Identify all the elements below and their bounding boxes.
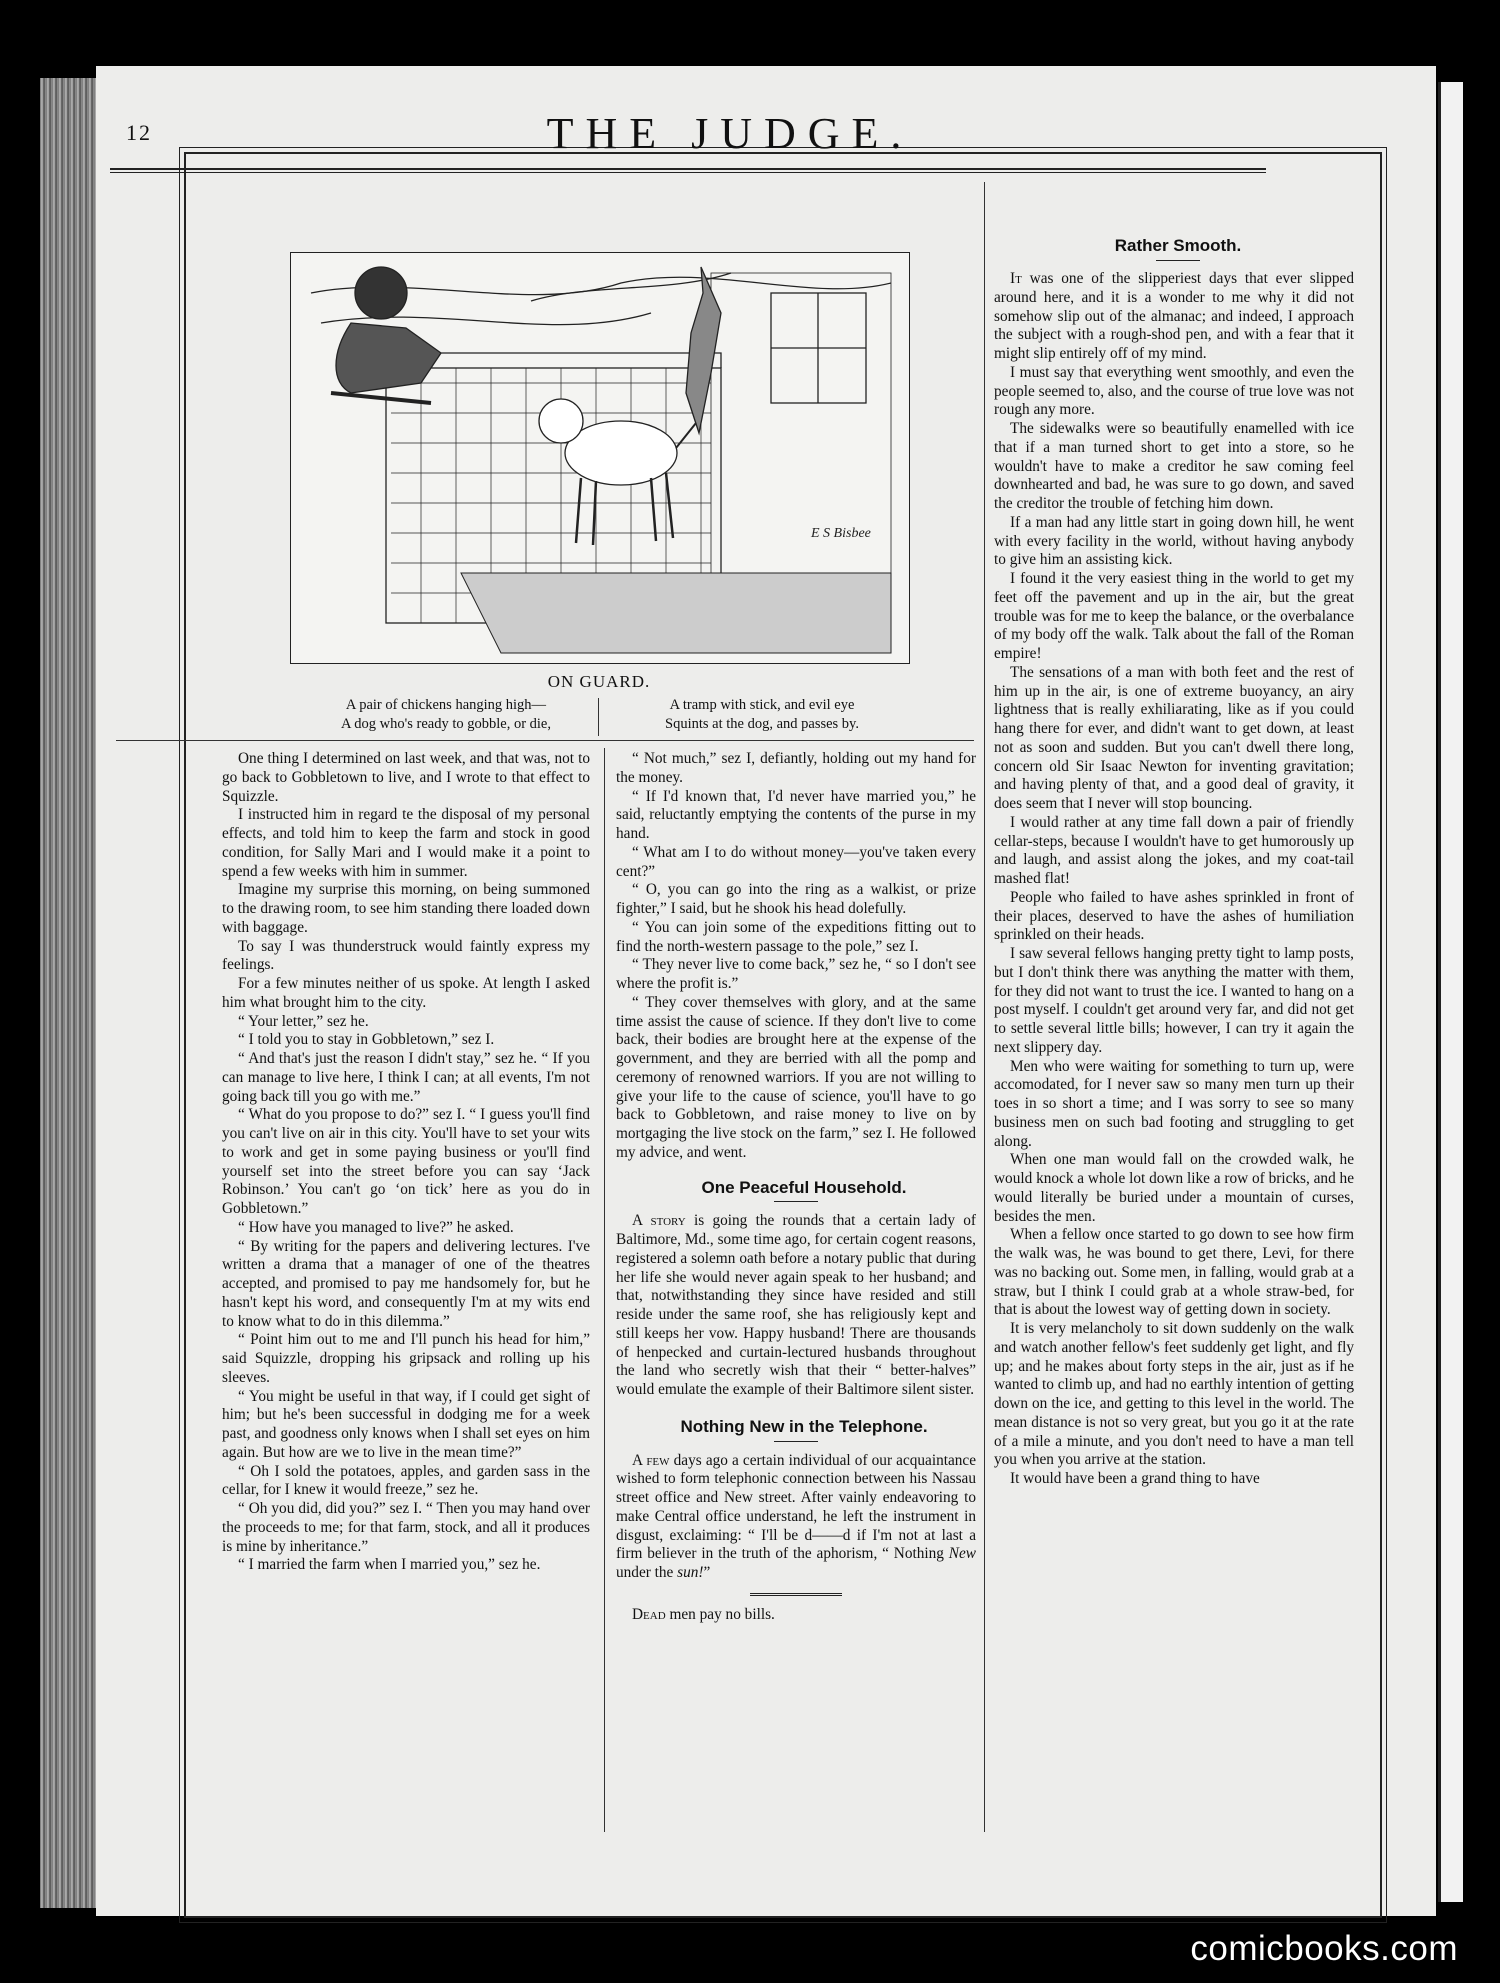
article-text: men pay no bills. (665, 1605, 775, 1623)
story-paragraph: “ How have you managed to live?” he asked. (238, 1218, 514, 1236)
column-divider (604, 748, 605, 1832)
filler-paragraph (616, 1606, 976, 1625)
cartoon-title: ON GUARD. (547, 672, 651, 691)
cartoon-drawing (291, 253, 909, 663)
article-headline-smooth: Rather Smooth. (1114, 236, 1242, 255)
lead-in: A story (632, 1212, 686, 1230)
article-text: under the (616, 1564, 678, 1581)
verse-line: A dog who's ready to gobble, or die, (340, 716, 551, 732)
article-paragraph: The sidewalks were so beautifully enamelled with ice that if a man turned short to get into a store, so he wouldn't have to make a creditor he saw coming feel downhearted and bad, he was sure to go down, and saved the creditor the trouble of fetching him down. (994, 420, 1354, 512)
article-paragraph: I must say that everything went smoothly, and even the people seemed to, also, and the course of true love was not rough any more. (994, 363, 1354, 419)
artist-signature: E S Bisbee (811, 526, 871, 541)
verse-line: A tramp with stick, and evil eye (669, 697, 855, 713)
story-paragraph: “ By writing for the papers and delivering lectures. I've written a drama that a manager of one of the theatres accepted, and promised to pay me handsomely for, but he hasn't kept his word, and consequently I'm at my wits end to know what to do in this dilemma.” (222, 1237, 590, 1330)
dog-head (539, 399, 583, 443)
cartoon-verse-right (612, 696, 912, 734)
section-rule (116, 740, 974, 741)
story-paragraph: “ What am I to do without money—you've taken every cent?” (616, 843, 976, 880)
story-paragraph: To say I was thunderstruck would faintly express my feelings. (222, 937, 590, 974)
story-paragraph: For a few minutes neither of us spoke. At length I asked him what brought him to the city. (222, 975, 590, 1011)
story-column-middle (616, 750, 976, 1625)
double-rule (750, 1593, 842, 1598)
verse-line: A pair of chickens hanging high— (345, 697, 547, 713)
headline-rule (774, 1441, 818, 1442)
article-paragraph: People who failed to have ashes sprinkled in front of their places, deserved to have the ashes of humiliation sprinkled on their heads. (994, 888, 1354, 944)
article-text: days ago a certain individual of our acquaintance wished to form telephonic connection between his Nassau street office and New street. After vainly endeavoring to make Central office understand, he left the instrument in disgust, exclaiming: “ I'll be d——d if I'm not at last a firm believer in the truth of the aphorism, “ Nothing (616, 1451, 976, 1563)
story-paragraph: “ Not much,” sez I, defiantly, holding out my hand for the money. (616, 750, 976, 786)
lead-in: A few (632, 1451, 670, 1469)
article-text: was one of the slipperiest days that ever slipped around here, and it is a wonder to me why it did not somehow slip out of the almanac; and indeed, I approach the subject with a rough-shod pen, and with a fear that it might slip entirely off of my mind. (994, 270, 1354, 362)
article-paragraph: It would have been a grand thing to have (1010, 1470, 1260, 1487)
story-column-right (994, 270, 1354, 1489)
italic-word: sun! (677, 1564, 704, 1581)
article-paragraph (616, 1212, 976, 1400)
window-frame (771, 293, 866, 403)
dog-body (565, 421, 677, 485)
headline-rule (774, 1201, 818, 1202)
story-paragraph: I instructed him in regard te the disposal of my personal effects, and told him to keep the farm and stock in good condition, for Sally Mari and I would make it a point to spend a few weeks with him in summer. (222, 806, 590, 880)
column-divider (984, 182, 985, 1832)
story-column-left (222, 750, 590, 1575)
page-number: 12 (126, 120, 152, 145)
article-paragraph: When a fellow once started to go down to see how firm the walk was, he was bound to get there, Levi, for there was no backing out. Some men, in falling, would grab at a straw, but I think I could grab at a whole straw-bed, for that is about the lowest way of getting down in society. (994, 1226, 1354, 1319)
watermark: comicbooks.com (1190, 1929, 1458, 1968)
lead-in: It (1010, 270, 1022, 287)
story-paragraph: “ Oh I sold the potatoes, apples, and garden sass in the cellar, for I knew it would freeze,” sez he. (222, 1462, 590, 1499)
story-paragraph: “ O, you can go into the ring as a walkist, or prize fighter,” I said, but he shook his head dolefully. (616, 881, 976, 917)
article-paragraph: The sensations of a man with both feet and the rest of him up in the air, is one of extreme buoyancy, an airy lightness that is really exhiliarating, like as if you could hang there for ever, and didn't want to get down, at least not as soon and sudden. But you can't dwell there long, concern old Sir Isaac Newton for inventing gravitation; and having plenty of that, and a good deal of gravity, it does seem that I never will stop bouncing. (994, 663, 1354, 812)
article-paragraph: I saw several fellows hanging pretty tight to lamp posts, but I don't think there was anything the matter with them, for they did not want to trust the ice. I wanted to hang on a post myself. I couldn't get around very far, and did not get to settle several little bills; however, I can try it again the next slippery day. (994, 945, 1354, 1056)
article-headline-telephone: Nothing New in the Telephone. (680, 1416, 928, 1436)
article-paragraph: When one man would fall on the crowded walk, he would knock a whole lot down like a row of bricks, and he would literally be buried under a mountain of curses, besides the men. (994, 1151, 1354, 1225)
house-wall (711, 273, 891, 603)
story-paragraph: “ If I'd known that, I'd never have married you,” he said, reluctantly emptying the contents of the purse in my hand. (616, 787, 976, 842)
right-column-header (994, 236, 1362, 271)
article-paragraph: It is very melancholy to sit down suddenly on the walk and watch another fellow's feet suddenly get light, and fly up; and he makes about forty steps in the air, just as if he wanted to climb up, and had no earthly intention of getting down on the ice, and getting to this level in the world. The mean distance is not so very great, but you go it at the rate of a mile a minute, and you don't need to have a man tell you when you arrive at the station. (994, 1320, 1354, 1469)
cartoon-verse-left (296, 696, 596, 734)
story-paragraph: “ You can join some of the expeditions fitting out to find the north-western passage to the pole,” sez I. (616, 918, 976, 955)
hanging-chickens (686, 267, 721, 433)
dog-tail (676, 423, 696, 448)
story-paragraph: “ Oh you did, did you?” sez I. “ Then you may hand over the proceeds to me; for that farm, stock, and all it produces is mine by inheritance.” (222, 1500, 590, 1555)
story-paragraph: “ Your letter,” sez he. (238, 1012, 369, 1030)
masthead-title: THE JUDGE. (546, 109, 914, 158)
story-paragraph: “ Point him out to me and I'll punch his head for him,” said Squizzle, dropping his gripsack and rolling up his sleeves. (222, 1331, 590, 1386)
article-headline-peaceful: One Peaceful Household. (701, 1177, 907, 1197)
story-paragraph: “ And that's just the reason I didn't stay,” sez he. “ If you can manage to live here, I think I can; at all events, I'm not going back till you go with me.” (222, 1050, 590, 1105)
tramp-stick (331, 393, 431, 403)
lead-in: Dead (632, 1605, 666, 1623)
story-paragraph: “ I married the farm when I married you,” sez he. (238, 1556, 541, 1574)
article-paragraph: I would rather at any time fall down a pair of friendly cellar-steps, because I wouldn't have to get humorously up and laugh, and assist along the jokes, and my coat-tail mashed flat! (994, 813, 1354, 887)
tramp-head (355, 267, 407, 319)
article-paragraph: Men who were waiting for something to turn up, were accomodated, for I never saw so many men turn up their toes in so short a time; and I was sorry to see so many business men on such bad footing and struggling to get along. (994, 1057, 1354, 1150)
doorstep (461, 573, 891, 653)
article-text: is going the rounds that a certain lady of Baltimore, Md., some time ago, for certain cogent reasons, registered a solemn oath before a notary public that during her life she would never again speak to her husband; and that, notwithstanding they since have resided and still reside under the same roof, she has religiously kept and still keeps her vow. Happy husband! There are thousands of henpecked and curtain-lectured husbands throughout the land who secretly wish that their “ better-halves” would emulate the example of their Baltimore silent sister. (616, 1212, 976, 1398)
story-paragraph: “ What do you propose to do?” sez I. “ I guess you'll find you can't live on air in this city. You'll have to set your wits to work and get in some paying business or you'll find yourself set into the street before you can say ‘Jack Robinson.’ You can't go ‘on tick’ here as you do in Gobbletown.” (222, 1106, 590, 1217)
article-paragraph (616, 1452, 976, 1583)
story-paragraph: “ You might be useful in that way, if I could get sight of him; but he's been successful in dodging me for a week past, and goodness only knows when I shall set eyes on him again. But how are we to live in the mean time?” (222, 1387, 590, 1461)
story-paragraph: One thing I determined on last week, and that was, not to go back to Gobbletown to live, and I wrote to that effect to Squizzle. (222, 750, 590, 805)
cartoon-illustration (290, 252, 910, 664)
tramp-body (336, 323, 441, 393)
story-paragraph: “ I told you to stay in Gobbletown,” sez I. (238, 1031, 495, 1049)
facing-page-edge (1438, 82, 1463, 1902)
story-paragraph: “ They cover themselves with glory, and at the same time assist the cause of science. If they don't live to come back, their bodies are brought here at the expense of the government, and they are berried with all the pomp and ceremony of renowned warriors. If you are not willing to give your life to the cause of science, you'll have to go back to Gobbletown, and raise money to live on by mortgaging the live stock on the farm,” sez I. He followed my advice, and went. (616, 993, 976, 1161)
masthead-rule (110, 168, 1266, 173)
story-paragraph: “ They never live to come back,” sez he, “ so I don't see where the profit is.” (616, 956, 976, 992)
article-paragraph: If a man had any little start in going down hill, he went with every facility in the world, without having anybody to give him an assisting kick. (994, 513, 1354, 569)
article-paragraph (994, 270, 1354, 364)
verse-divider (598, 698, 599, 736)
italic-word: New (948, 1545, 976, 1563)
headline-rule (1156, 260, 1200, 261)
story-paragraph: Imagine my surprise this morning, on being summoned to the drawing room, to see him standing there loaded down with baggage. (222, 881, 590, 936)
scan-page-edges (40, 78, 100, 1908)
verse-line: Squints at the dog, and passes by. (665, 716, 859, 732)
article-text: ” (703, 1564, 711, 1581)
article-paragraph: I found it the very easiest thing in the world to get my feet off the pavement and up in the air, but the great trouble was for me to keep the balance, or the overbalance of my body off the walk. Talk about the fall of the Roman empire! (994, 570, 1354, 662)
